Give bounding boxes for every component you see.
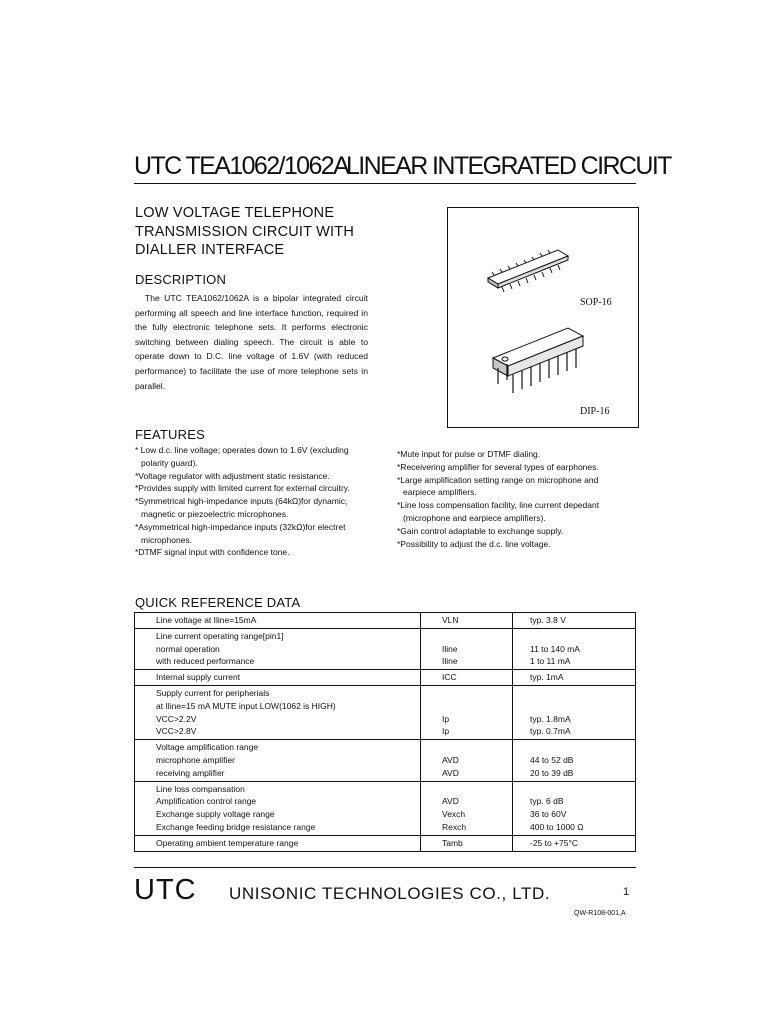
cell-line: receiving amplifier bbox=[156, 767, 225, 778]
cell-line: Rexch bbox=[442, 821, 467, 832]
cell-line: Ip bbox=[442, 713, 450, 724]
cell-line bbox=[442, 687, 512, 700]
cell-line: Line loss compansation bbox=[156, 783, 245, 794]
value-cell bbox=[513, 628, 636, 669]
symbol-cell bbox=[421, 685, 513, 739]
description-text bbox=[135, 291, 368, 393]
cell-line: 1 to 11 mA bbox=[530, 656, 571, 667]
cell-line bbox=[442, 700, 512, 713]
table-row bbox=[135, 740, 636, 781]
cell-line bbox=[530, 741, 635, 754]
features-list-left bbox=[135, 444, 370, 559]
table-row bbox=[135, 628, 636, 669]
product-subtitle bbox=[135, 204, 354, 260]
cell-line: Ip bbox=[442, 726, 450, 737]
feature-item: *Receivering amplifier for several types of earphones. bbox=[397, 461, 599, 472]
cell-line: Line voltage at Iline=15mA bbox=[156, 615, 257, 625]
cell-line: typ. 1.8mA bbox=[530, 713, 571, 724]
cell-line: Voltage amplification range bbox=[156, 742, 259, 753]
cell-line: AVD bbox=[442, 767, 459, 778]
parameter-cell bbox=[135, 628, 421, 669]
cell-line: typ. 1mA bbox=[530, 672, 564, 683]
cell-line: typ. 3.8 V bbox=[530, 615, 566, 625]
sop16-chip bbox=[488, 250, 568, 292]
cell-line: Supply current for peripherials bbox=[156, 687, 270, 698]
cell-line: Iline bbox=[442, 656, 458, 667]
value-cell bbox=[513, 613, 636, 629]
symbol-cell bbox=[421, 628, 513, 669]
cell-line: 11 to 140 mA bbox=[530, 643, 580, 654]
cell-line: at Iline=15 mA MUTE input LOW(1062 is HIGH) bbox=[156, 700, 336, 711]
cell-line: Vexch bbox=[442, 809, 466, 820]
subtitle-line: DIALLER INTERFACE bbox=[135, 242, 285, 258]
parameter-cell bbox=[135, 835, 421, 851]
symbol-cell bbox=[421, 613, 513, 629]
table-row bbox=[135, 685, 636, 739]
dip16-label: DIP-16 bbox=[580, 406, 610, 417]
sop16-label: SOP-16 bbox=[580, 297, 612, 308]
subtitle-line: LOW VOLTAGE TELEPHONE bbox=[135, 205, 335, 221]
value-cell bbox=[513, 685, 636, 739]
feature-item: * Low d.c. line voltage; operates down to 1.6V (excluding polarity guard). bbox=[135, 445, 349, 468]
feature-item: *Line loss compensation facility, line current depedant (microphone and earpiece amplifiers). bbox=[397, 500, 600, 523]
cell-line bbox=[442, 783, 512, 796]
features-list-right bbox=[397, 448, 629, 550]
cell-line: VLN bbox=[442, 615, 459, 625]
package-figure-box bbox=[447, 207, 639, 428]
cell-line: Operating ambient temperature range bbox=[156, 837, 299, 848]
value-cell bbox=[513, 740, 636, 781]
symbol-cell bbox=[421, 781, 513, 835]
cell-line: typ. 0.7mA bbox=[530, 726, 571, 737]
dip16-chip bbox=[493, 328, 583, 393]
cell-line: VCC>2.8V bbox=[156, 726, 197, 737]
cell-line: -25 to +75°C bbox=[530, 837, 579, 848]
cell-line bbox=[442, 741, 512, 754]
footer-rule bbox=[134, 867, 636, 868]
cell-line: Line current operating range[pin1] bbox=[156, 630, 284, 641]
value-cell bbox=[513, 670, 636, 686]
quick-reference-heading: QUICK REFERENCE DATA bbox=[135, 595, 301, 610]
description-heading: DESCRIPTION bbox=[135, 272, 227, 287]
cell-line bbox=[530, 700, 635, 713]
feature-item: *DTMF signal input with confidence tone. bbox=[135, 547, 290, 558]
parameter-cell bbox=[135, 781, 421, 835]
page-number: 1 bbox=[623, 886, 630, 898]
cell-line: 36 to 60V bbox=[530, 809, 567, 820]
cell-line: AVD bbox=[442, 754, 459, 765]
cell-line: Amplification control range bbox=[156, 796, 257, 807]
header-category: LINEAR INTEGRATED CIRCUIT bbox=[346, 152, 671, 180]
value-cell bbox=[513, 781, 636, 835]
parameter-cell bbox=[135, 740, 421, 781]
feature-item: *Large amplification setting range on microphone and earpiece amplifiers. bbox=[397, 474, 599, 498]
cell-line: 44 to 52 dB bbox=[530, 754, 574, 765]
cell-line: Internal supply current bbox=[156, 672, 241, 683]
cell-line: AVD bbox=[442, 796, 459, 807]
symbol-cell bbox=[421, 670, 513, 686]
footer-company-name: UNISONIC TECHNOLOGIES CO., LTD. bbox=[229, 884, 551, 903]
header-rule bbox=[134, 183, 636, 184]
parameter-cell bbox=[135, 613, 421, 629]
package-illustration bbox=[448, 208, 638, 427]
table-row bbox=[135, 613, 636, 629]
symbol-cell bbox=[421, 835, 513, 851]
feature-item: *Possibility to adjust the d.c. line voltage. bbox=[397, 538, 551, 549]
table-row bbox=[135, 781, 636, 835]
value-cell bbox=[513, 835, 636, 851]
feature-item: *Voltage regulator with adjustment static resistance. bbox=[135, 470, 330, 481]
subtitle-line: TRANSMISSION CIRCUIT WITH bbox=[135, 223, 355, 240]
cell-line: with reduced performance bbox=[156, 656, 255, 667]
cell-line bbox=[442, 630, 512, 643]
feature-item: *Mute input for pulse or DTMF dialing. bbox=[397, 449, 541, 459]
cell-line: normal operation bbox=[156, 643, 220, 654]
cell-line bbox=[530, 783, 635, 796]
feature-item: *Provides supply with limited current for external circuitry. bbox=[135, 483, 350, 494]
cell-line bbox=[530, 687, 635, 700]
feature-item: *Gain control adaptable to exchange supply. bbox=[397, 525, 564, 536]
cell-line: VCC>2.2V bbox=[156, 713, 197, 724]
header-part-number: UTC TEA1062/1062A bbox=[134, 152, 349, 180]
cell-line: Exchange feeding bridge resistance range bbox=[156, 821, 316, 832]
table-row bbox=[135, 670, 636, 686]
cell-line: Exchange supply voltage range bbox=[156, 809, 275, 820]
parameter-cell bbox=[135, 670, 421, 686]
document-code: QW-R108-001,A bbox=[574, 910, 626, 917]
cell-line: typ. 6 dB bbox=[530, 796, 564, 807]
cell-line: ICC bbox=[442, 672, 457, 683]
features-heading: FEATURES bbox=[135, 427, 205, 442]
cell-line: 400 to 1000 Ω bbox=[530, 821, 584, 832]
feature-item: *Symmetrical high-impedance inputs (64kΩ)for dynamic, magnetic or piezoelectric microphones. bbox=[135, 496, 348, 519]
table-row bbox=[135, 835, 636, 851]
symbol-cell bbox=[421, 740, 513, 781]
quick-reference-table bbox=[134, 612, 636, 852]
cell-line: microphone amplifier bbox=[156, 754, 235, 765]
cell-line: Tamb bbox=[442, 837, 463, 848]
parameter-cell bbox=[135, 685, 421, 739]
footer-brand: UTC bbox=[134, 874, 197, 906]
cell-line: 20 to 39 dB bbox=[530, 767, 574, 778]
description-paragraph: The UTC TEA1062/1062A is a bipolar integrated circuit performing all speech and line interface function, required in the fully electronic telephone sets. It performs electronic switching between dialing speech. The circuit is able to operate down to D.C. line voltage of 1.6V (with reduced performance) to facilitate the use of more telephone sets in parallel. bbox=[135, 293, 368, 391]
cell-line: Iline bbox=[442, 643, 458, 654]
feature-item: *Asymmetrical high-impedance inputs (32kΩ)for electret microphones. bbox=[135, 521, 346, 545]
cell-line bbox=[530, 630, 635, 643]
